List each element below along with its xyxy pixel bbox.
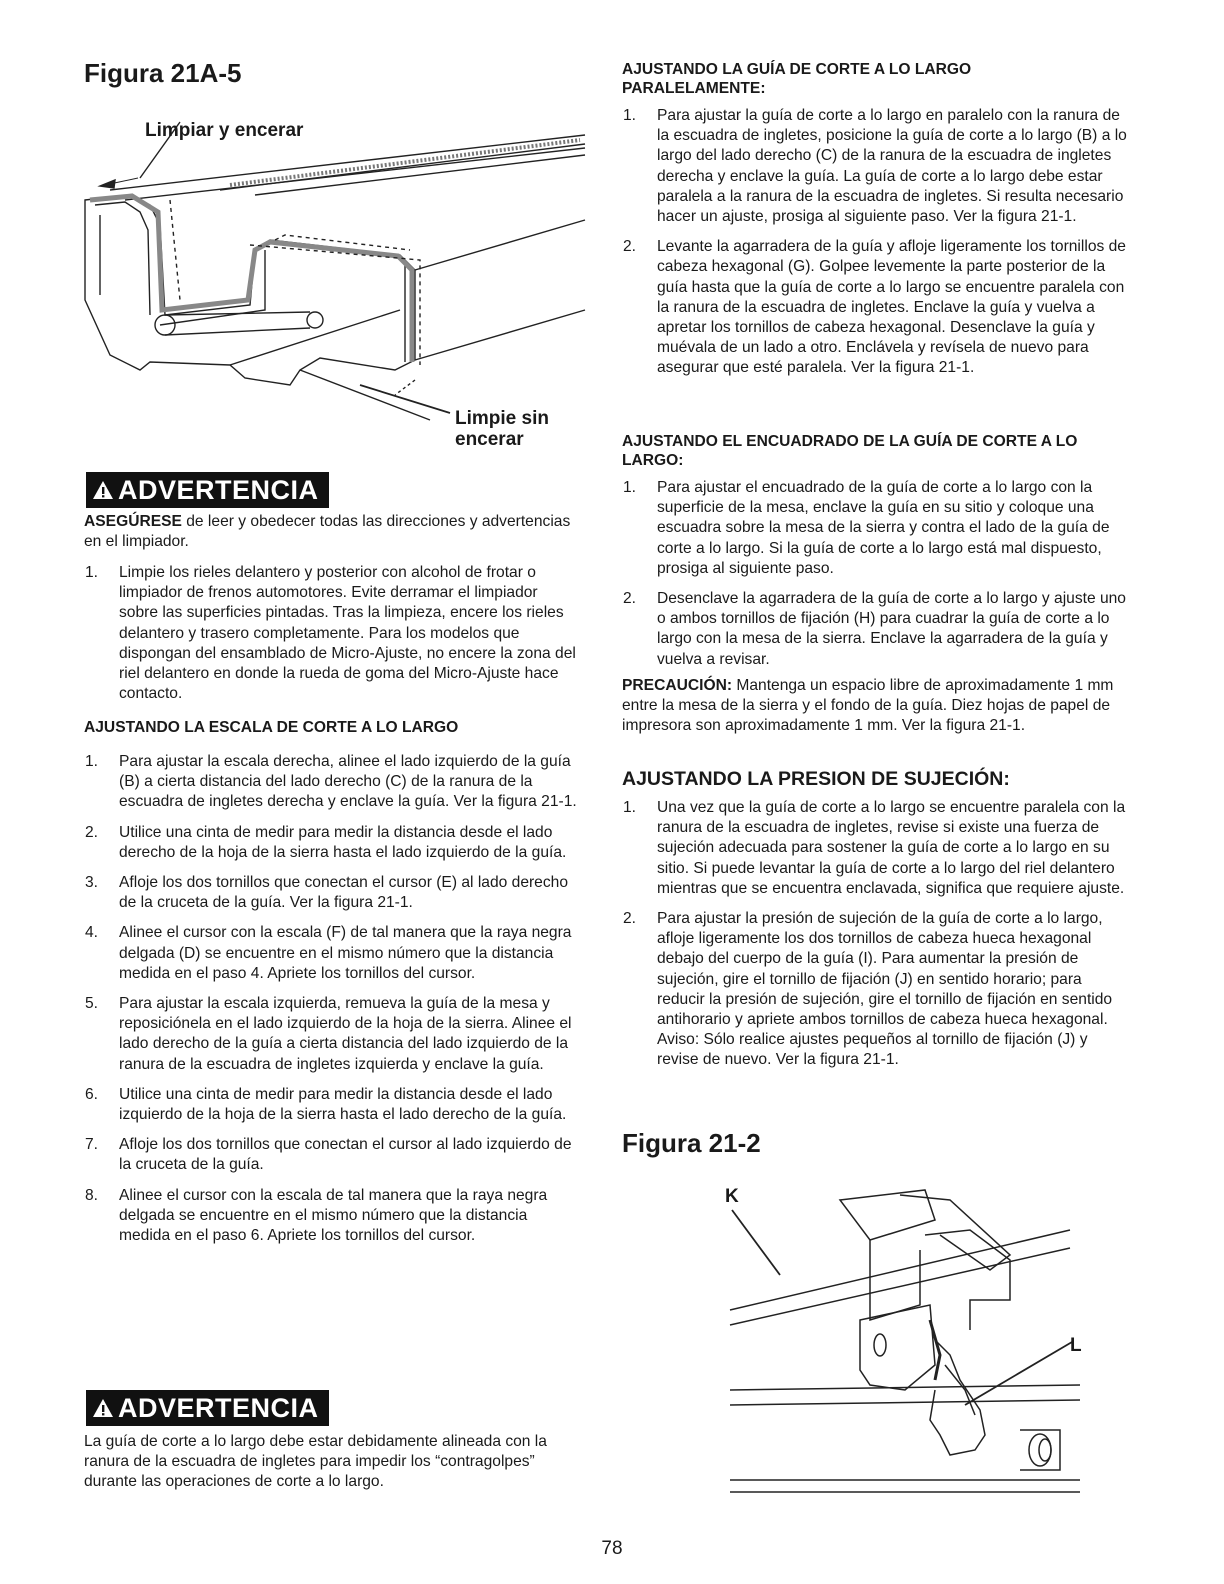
figure-21-2-label-l: L (1070, 1335, 1082, 1356)
figure-21a5-illustration (70, 100, 590, 460)
warning-1-body: de leer y obedecer todas las direcciones y advertencias en el limpiador. (84, 513, 571, 551)
list-item: 2. Utilice una cinta de medir para medir la distancia desde el lado derecho de la hoja de la sierra hasta el lado izquierdo de la guía. (85, 823, 567, 861)
figure-21-2-illustration (720, 1180, 1100, 1510)
list-item: 1. Para ajustar la guía de corte a lo largo en paralelo con la ranura de la escuadra de ingletes, posicione la guía de corte a lo largo (B) a lo largo del lado derecho (C) de la ranura de la escuadra de ingletes derecha y enclave la guía. La guía de corte a lo largo debe estar paralela a la ranura de la escuadra de ingletes. Si resulta necesario hacer un ajuste, prosiga al siguiente paso. Ver la figura 21-1. (623, 107, 1127, 226)
list-item: 6. Utilice una cinta de medir para medir la distancia desde el lado izquierdo de la hoja de la sierra hasta el lado derecho de la guía. (85, 1085, 567, 1124)
warning-triangle-icon (92, 480, 114, 500)
list-item: 2. Para ajustar la presión de sujeción de la guía de corte a lo largo, afloje ligeramente los dos tornillos de cabeza hueca hexagonal debajo del cuerpo de la guía (I). Para aumentar la presión de sujeción, gire el tornillo de fijación (J) en sentido horario; para reducir la presión de sujeción, gire el tornillo de fijación en sentido antihorario y apriete ambos tornillos de cabeza hueca hexagonal. Aviso: Sólo realice ajustes pequeños al tornillo de fijación (J) y revise de nuevo. Ver la figura 21-1. (623, 910, 1113, 1069)
caution-lead: PRECAUCIÓN: (622, 677, 733, 694)
warning-1-text (84, 512, 574, 552)
square-section-heading: AJUSTANDO EL ENCUADRADO DE LA GUÍA DE CORTE A LO LARGO: (622, 433, 1078, 469)
figure-21-2-label-k: K (725, 1186, 739, 1207)
warning-badge-1 (86, 472, 329, 508)
list-item: 1. Para ajustar la escala derecha, alinee el lado izquierdo de la guía (B) a cierta distancia del lado derecho (C) de la ranura de la escuadra de ingletes derecha y enclave la guía. Ver la figura 21-1. (85, 753, 577, 811)
list-item: 1. Para ajustar el encuadrado de la guía de corte a lo largo con la superficie de la mesa, enclave la guía en su sitio y coloque una escuadra sobre la mesa de la sierra y contra el lado de la guía de corte a lo largo. Si la guía de corte a lo largo está mal dispuesto, prosiga al siguiente paso. (623, 479, 1110, 577)
list-item: 2. Levante la agarradera de la guía y afloje ligeramente los tornillos de cabeza hexagonal (G). Golpee levemente la parte posterior de la guía hasta que la guía de corte a lo largo se encuentre paralela con la ranura de la escuadra de ingletes. Enclave la guía y vuelva a apretar los tornillos de cabeza hexagonal. Desenclave la guía y muévala de un lado a otro. Enclávela y revísela de nuevo para asegurar que esté paralela. Ver la figura 21-1. (623, 238, 1126, 377)
warning-1-lead: ASEGÚRESE (84, 513, 182, 530)
warning-2-text: La guía de corte a lo largo debe estar debidamente alineada con la ranura de la escuadra de ingletes para impedir los “contragolpes” durante las operaciones de corte a lo largo. (84, 1433, 547, 1491)
caution-body: Mantenga un espacio libre de aproximadamente 1 mm entre la mesa de la sierra y el fondo de la guía. Diez hojas de papel de impresora son aproximadamente 1 mm. Ver la figura 21-1. (622, 677, 1114, 735)
figure-21a5-label-clean-no-wax-2: encerar (455, 429, 524, 450)
warning-triangle-icon (92, 1398, 114, 1418)
scale-steps-list (84, 752, 578, 1256)
figure-21-2-title: Figura 21-2 (622, 1128, 761, 1158)
page-number: 78 (601, 1538, 623, 1559)
list-item: 2. Desenclave la agarradera de la guía de corte a lo largo y ajuste uno o ambos tornillos de fijación (H) para cuadrar la guía de corte a lo largo con la mesa de la sierra. Enclave la agarradera de la guía y vuelva a revisar. (623, 590, 1126, 668)
fence-clamp-drawing (720, 1180, 1100, 1510)
square-steps-list (622, 478, 1132, 680)
rail-profile-drawing (70, 100, 590, 460)
parallel-section-heading: AJUSTANDO LA GUÍA DE CORTE A LO LARGO PARALELAMENTE: (622, 61, 972, 97)
list-item: 5. Para ajustar la escala izquierda, remueva la guía de la mesa y reposiciónela en el lado izquierdo de la hoja de la sierra. Alinee el lado derecho de la guía a cierta distancia del lado izquierdo de la ranura de la escuadra de ingletes izquierda y enclave la guía. (85, 995, 572, 1073)
pressure-section-heading: AJUSTANDO LA PRESION DE SUJECIÓN: (622, 768, 1010, 790)
list-item: 1. Una vez que la guía de corte a lo largo se encuentre paralela con la ranura de la escuadra de ingletes, revise si existe una fuerza de sujeción adecuada para sostener la guía de corte a lo largo en su sitio. Si puede levantar la guía de corte a lo largo del riel delantero mientras que se encuentra enclavada, significa que requiere ajuste. (623, 799, 1126, 897)
figure-21a5-title: Figura 21A-5 (84, 58, 242, 88)
list-item: 1. Limpie los rieles delantero y posterior con alcohol de frotar o limpiador de frenos automotores. Evite derramar el limpiador sobre las superficies pintadas. Tras la limpieza, encere los rieles delantero y trasero completamente. Para los modelos que dispongan del ensamblado de Micro-Ajuste, no encere la zona del riel delantero en donde la rueda de goma del Micro-Ajuste hace contacto. (85, 564, 576, 703)
warning-badge-2-text: ADVERTENCIA (118, 1393, 319, 1423)
scale-section-heading: AJUSTANDO LA ESCALA DE CORTE A LO LARGO (84, 719, 459, 736)
warning-badge-1-text: ADVERTENCIA (118, 475, 319, 505)
figure-21a5-label-clean-no-wax-1: Limpie sin (455, 408, 549, 429)
figure-21a5-label-clean-wax: Limpiar y encerar (145, 120, 304, 141)
list-item: 3. Afloje los dos tornillos que conectan el cursor (E) al lado derecho de la cruceta de la guía. Ver la figura 21-1. (85, 874, 568, 912)
warning-badge-2 (86, 1390, 329, 1426)
cleaning-steps-list (84, 563, 578, 714)
list-item: 8. Alinee el cursor con la escala de tal manera que la raya negra delgada se encuentre en el mismo número que la distancia medida en el paso 6. Apriete los tornillos del cursor. (85, 1186, 548, 1245)
parallel-steps-list (622, 106, 1132, 389)
list-item: 4. Alinee el cursor con la escala (F) de tal manera que la raya negra delgada (D) se encuentre en el mismo número que la distancia medida en el paso 4. Apriete los tornillos del cursor. (85, 924, 572, 982)
list-item: 7. Afloje los dos tornillos que conectan el cursor al lado izquierdo de la cruceta de la guía. (85, 1136, 572, 1174)
pressure-steps-list (622, 798, 1132, 1081)
caution-text (622, 676, 1128, 737)
